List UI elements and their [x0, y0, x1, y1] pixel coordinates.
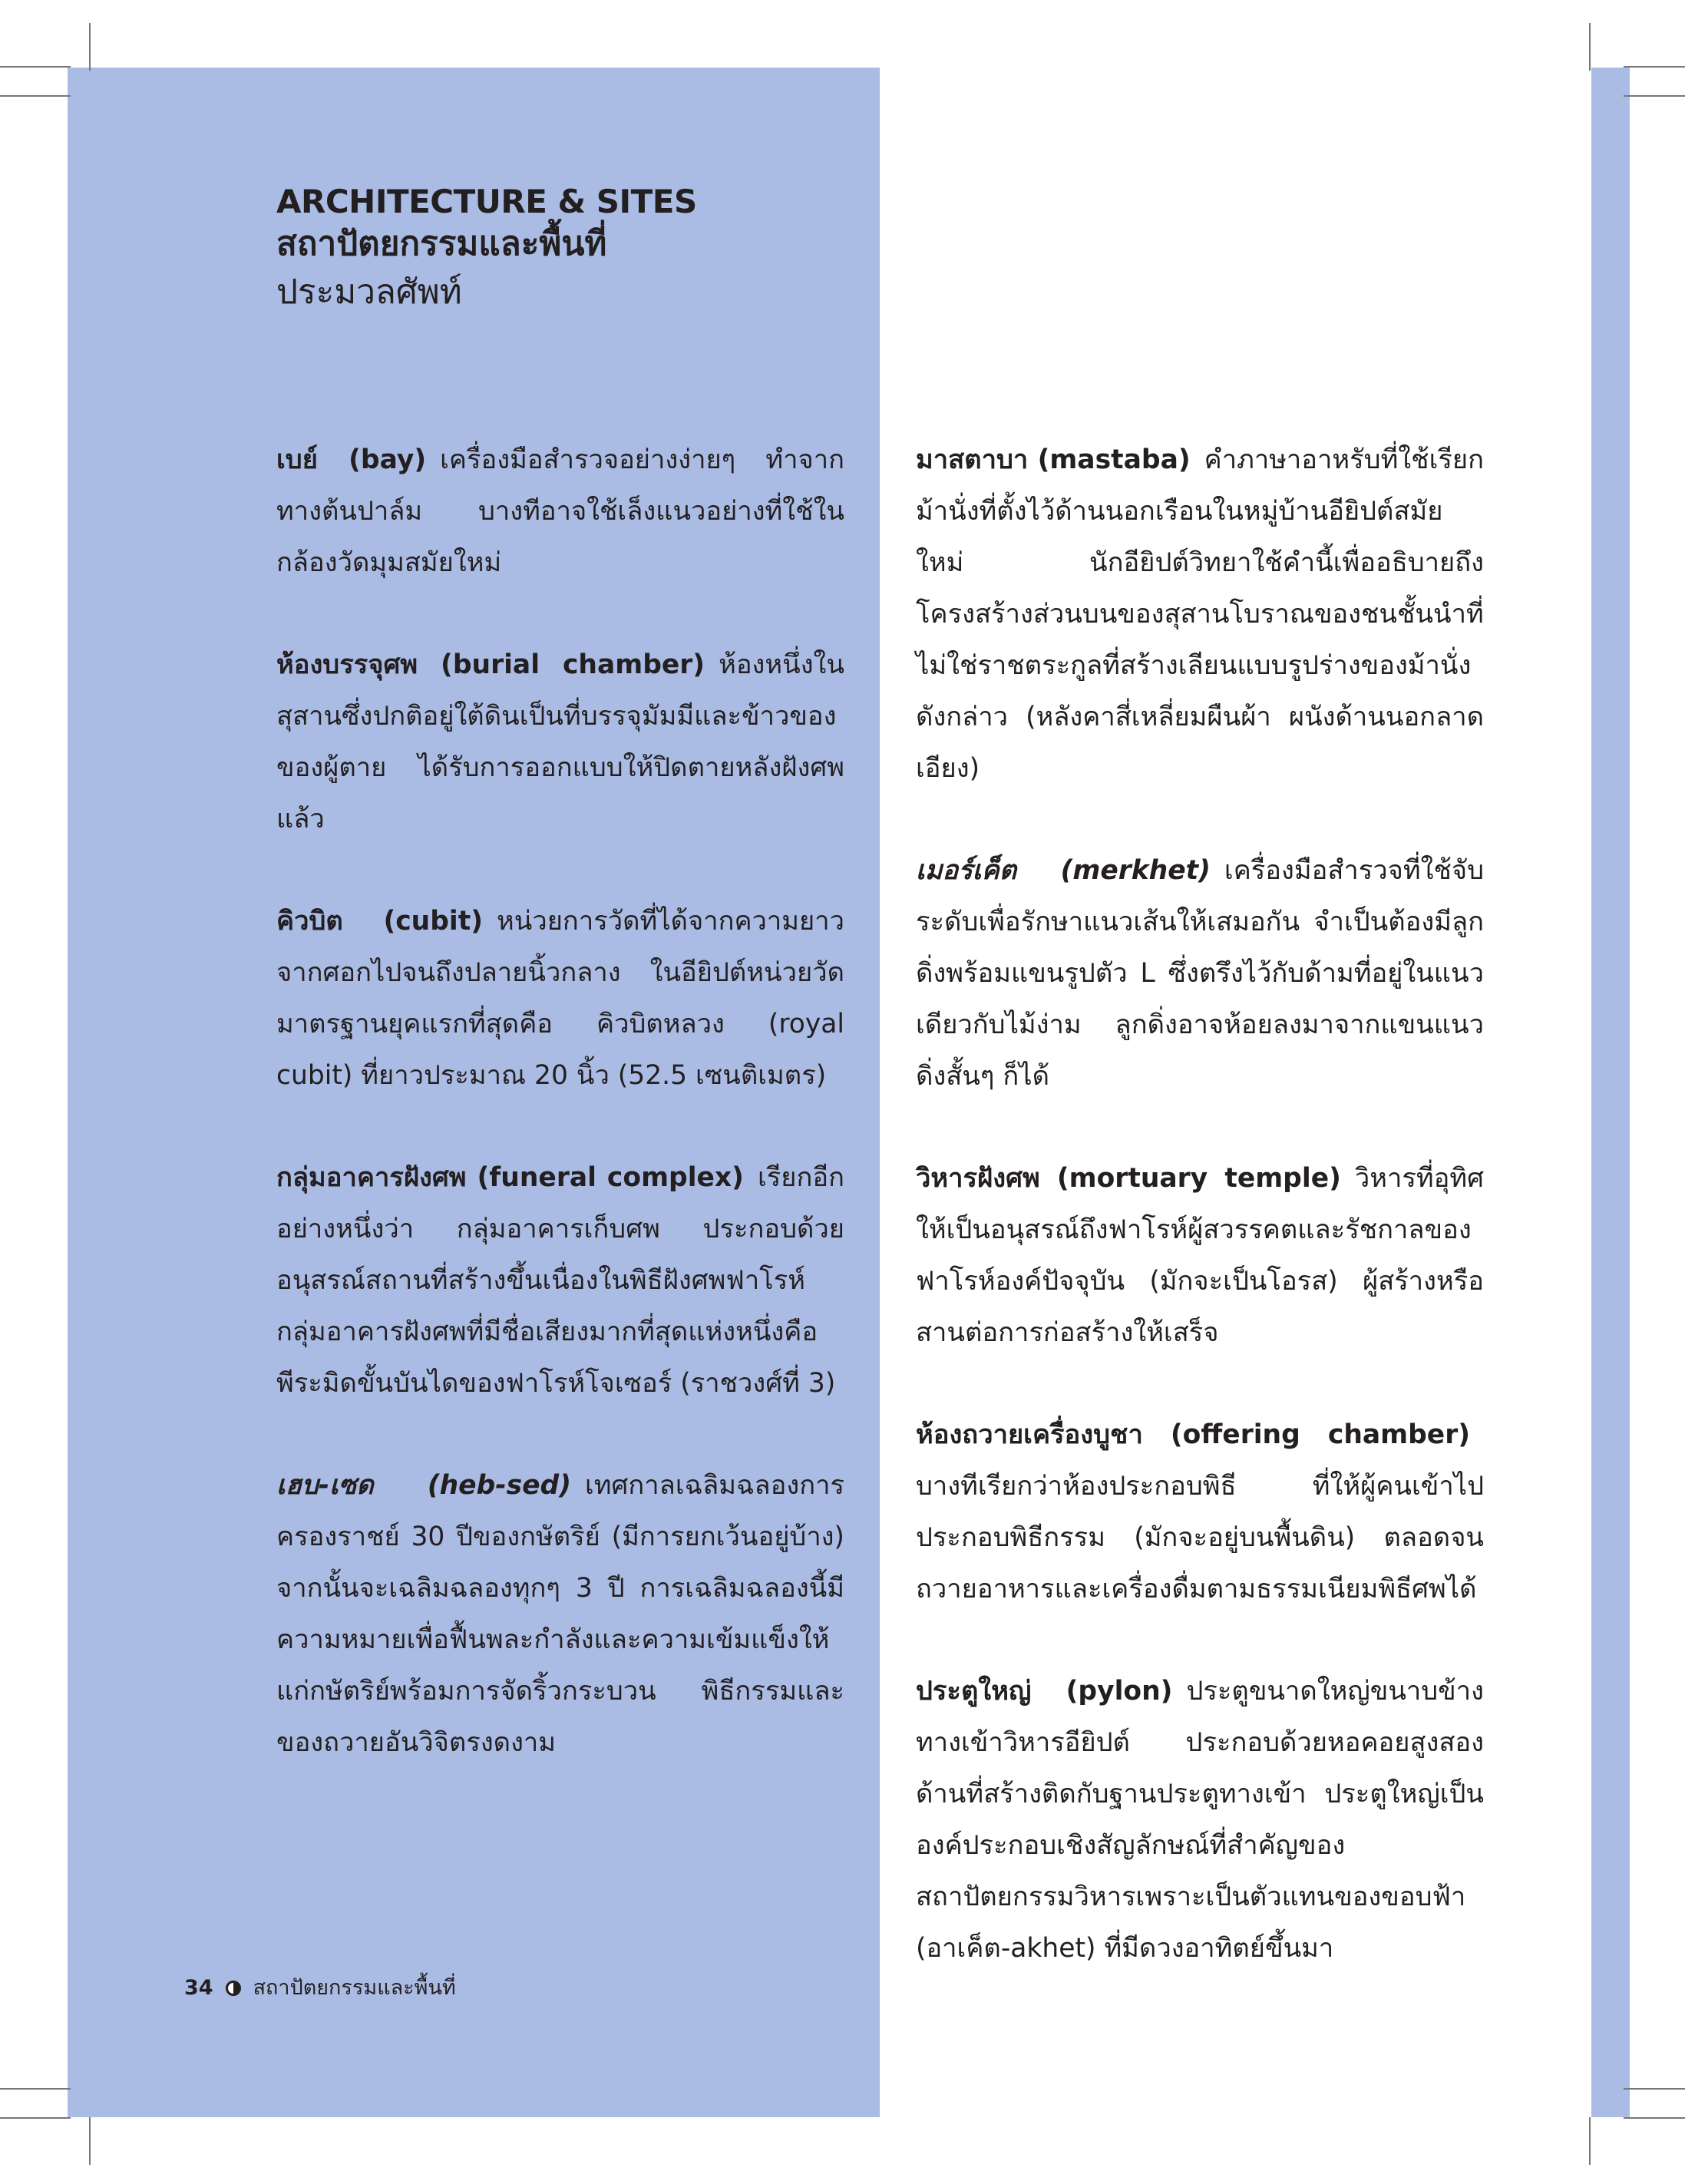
- term: กลุ่มอาคารฝังศพ (funeral complex): [276, 1162, 744, 1193]
- glossary-entry-cubit: [276, 896, 844, 1102]
- glossary-entry-offering-chamber: [916, 1409, 1484, 1615]
- term: วิหารฝังศพ (mortuary temple): [916, 1163, 1341, 1194]
- glossary-entry-burial-chamber: [276, 639, 844, 845]
- definition: คำภาษาอาหรับที่ใช้เรียกม้านั่งที่ตั้งไว้ด้านนอกเรือนในหมู่บ้านอียิปต์สมัยใหม่ นักอียิปต์วิทยาใช้คำนี้เพื่ออธิบายถึงโครงสร้างส่วนบนของสุสานโบราณของชนชั้นนำที่ไม่ใช่ราชตระกูลที่สร้างเลียนแบบรูปร่างของม้านั่งดังกล่าว (หลังคาสี่เหลี่ยมผืนผ้า ผนังด้านนอกลาดเอียง): [916, 444, 1484, 784]
- section-header: [276, 183, 860, 318]
- definition: หน่วยการวัดที่ได้จากความยาวจากศอกไปจนถึงปลายนิ้วกลาง ในอียิปต์หน่วยวัดมาตรฐานยุคแรกที่สุดคือ คิวบิตหลวง (royal cubit) ที่ยาวประมาณ 20 นิ้ว (52.5 เซนติเมตร): [276, 906, 844, 1091]
- crop-mark: [1624, 95, 1685, 97]
- glossary-right-column: [916, 434, 1484, 2025]
- crop-mark: [0, 95, 71, 97]
- term: เมอร์เค็ต (merkhet): [916, 855, 1211, 886]
- title-thai: สถาปัตยกรรมและพื้นที่: [276, 224, 607, 263]
- title-english: ARCHITECTURE & SITES: [276, 183, 697, 220]
- glossary-entry-merkhet: [916, 845, 1484, 1102]
- definition: เครื่องมือสำรวจที่ใช้จับระดับเพื่อรักษาแนวเส้นให้เสมอกัน จำเป็นต้องมีลูกดิ่งพร้อมแขนรูปตัว L ซึ่งตรึงไว้กับด้ามที่อยู่ในแนวเดียวกับไม้ง่าม ลูกดิ่งอาจห้อยลงมาจากแขนแนวดิ่งสั้นๆ ก็ได้: [916, 855, 1484, 1092]
- crop-mark: [1589, 2117, 1591, 2165]
- definition: เครื่องมือสำรวจอย่างง่ายๆ ทำจากทางต้นปาล์ม บางทีอาจใช้เล็งแนวอย่างที่ใช้ในกล้องวัดมุมสมัยใหม่: [276, 444, 845, 578]
- glossary-entry-pylon: [916, 1666, 1484, 1974]
- crop-mark: [1624, 2117, 1685, 2119]
- crop-mark: [1589, 23, 1591, 71]
- crop-mark: [89, 2117, 91, 2165]
- crop-mark: [89, 23, 91, 71]
- glossary-entry-funeral-complex: [276, 1152, 844, 1409]
- footer-section-title: สถาปัตยกรรมและพื้นที่: [253, 1976, 456, 2000]
- definition: ประตูขนาดใหญ่ขนาบข้างทางเข้าวิหารอียิปต์ ประกอบด้วยหอคอยสูงสองด้านที่สร้างติดกับฐานประตูทางเข้า ประตูใหญ่เป็นองค์ประกอบเชิงสัญลักษณ์ที่สำคัญของสถาปัตยกรรมวิหารเพราะเป็นตัวแทนของขอบฟ้า (อาเค็ต-akhet) ที่มีดวงอาทิตย์ขึ้นมา: [916, 1676, 1484, 1964]
- crop-mark: [1624, 66, 1685, 68]
- glossary-left-column: [276, 434, 844, 1819]
- crop-mark: [0, 2117, 71, 2119]
- subtitle-glossary: ประมวลศัพท์: [276, 273, 462, 312]
- term: เฮบ-เซด (heb-sed): [276, 1470, 571, 1501]
- glossary-entry-bay: [276, 434, 844, 589]
- definition: วิหารที่อุทิศให้เป็นอนุสรณ์ถึงฟาโรห์ผู้สวรรคตและรัชกาลของฟาโรห์องค์ปัจจุบัน (มักจะเป็นโอรส) ผู้สร้างหรือสานต่อการก่อสร้างให้เสร็จ: [916, 1163, 1484, 1348]
- glossary-entry-mortuary-temple: [916, 1153, 1484, 1359]
- page-footer: [184, 1973, 456, 2004]
- crop-mark: [0, 66, 71, 68]
- definition: ห้องหนึ่งในสุสานซึ่งปกติอยู่ใต้ดินเป็นที่บรรจุมัมมีและข้าวของของผู้ตาย ได้รับการออกแบบให้ปิดตายหลังฝังศพแล้ว: [276, 649, 844, 834]
- crop-mark: [0, 2088, 71, 2090]
- definition: เรียกอีกอย่างหนึ่งว่า กลุ่มอาคารเก็บศพ ประกอบด้วยอนุสรณ์สถานที่สร้างขึ้นเนื่องในพิธีฝังศพฟาโรห์ กลุ่มอาคารฝังศพที่มีชื่อเสียงมากที่สุดแห่งหนึ่งคือ พีระมิดขั้นบันไดของฟาโรห์โจเซอร์ (ราชวงศ์ที่ 3): [276, 1162, 844, 1399]
- definition: เทศกาลเฉลิมฉลองการครองราชย์ 30 ปีของกษัตริย์ (มีการยกเว้นอยู่บ้าง) จากนั้นจะเฉลิมฉลองทุกๆ 3 ปี การเฉลิมฉลองนี้มีความหมายเพื่อฟื้นพละกำลังและความเข้มแข็งให้แก่กษัตริย์พร้อมการจัดริ้วกระบวน พิธีกรรมและของถวายอันวิจิตรงดงาม: [276, 1470, 844, 1758]
- term: ห้องบรรจุศพ (burial chamber): [276, 649, 705, 680]
- glossary-entry-mastaba: [916, 434, 1484, 795]
- right-color-strip: [1591, 68, 1630, 2117]
- definition: บางทีเรียกว่าห้องประกอบพิธี ที่ให้ผู้คนเข้าไปประกอบพิธีกรรม (มักจะอยู่บนพื้นดิน) ตลอดจนถวายอาหารและเครื่องดื่มตามธรรมเนียมพิธีศพได้: [916, 1471, 1484, 1604]
- term: เบย์ (bay): [276, 444, 427, 475]
- term: ห้องถวายเครื่องบูชา (offering chamber): [916, 1419, 1470, 1450]
- term: ประตูใหญ่ (pylon): [916, 1676, 1173, 1707]
- crop-mark: [1624, 2088, 1685, 2090]
- term: มาสตาบา (mastaba): [916, 444, 1191, 475]
- page-number: 34: [184, 1976, 213, 2000]
- glossary-entry-heb-sed: [276, 1460, 844, 1769]
- half-circle-icon: [226, 1981, 241, 1996]
- term: คิวบิต (cubit): [276, 906, 484, 937]
